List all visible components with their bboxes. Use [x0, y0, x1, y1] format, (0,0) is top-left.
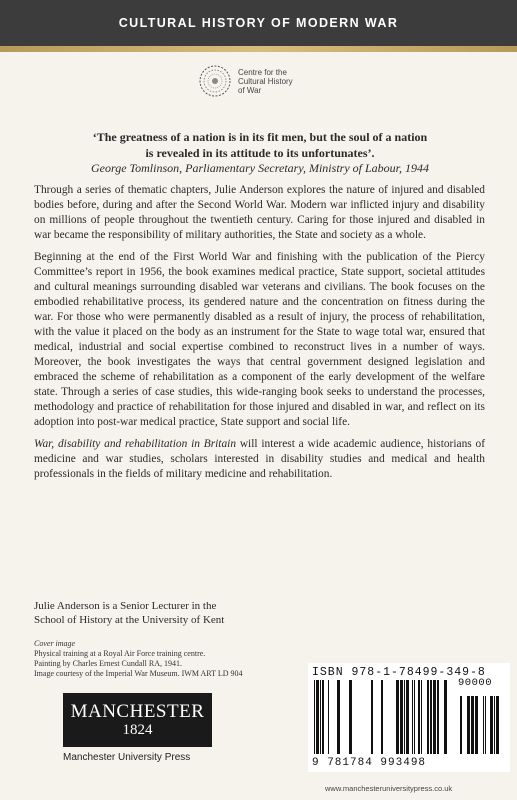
- author-bio: [34, 599, 334, 627]
- barcode-bar: [467, 696, 470, 754]
- publisher-url: www.manchesteruniversitypress.co.uk: [325, 784, 453, 793]
- publisher-logo: [63, 693, 212, 747]
- blurb-paragraph-text: will interest a wide academic audience, historians of medicine and war studies, scholars interested in disability studies and medical and health professionals in the fields of military medicine and rehabilitation.: [34, 438, 485, 480]
- epigraph-attribution: George Tomlinson, Parliamentary Secretary, Ministry of Labour, 1944: [91, 161, 429, 175]
- series-banner: [0, 0, 517, 46]
- centre-name: [238, 68, 293, 95]
- epigraph-quote-line: is revealed in its attitude to its unfortunates’.: [145, 145, 375, 160]
- ean-digits: 9 781784 993498: [312, 757, 427, 769]
- publisher-logo-year: 1824: [122, 721, 153, 738]
- barcode-bar: [485, 696, 486, 754]
- barcode-bar: [483, 696, 484, 754]
- cover-credit-line: Painting by Charles Ernest Cundall RA, 1941.: [34, 659, 182, 668]
- epigraph: [30, 130, 490, 177]
- centre-emblem-icon: [198, 64, 232, 98]
- gold-strip: [0, 46, 517, 52]
- barcode-block: [308, 663, 510, 772]
- cover-credits: [34, 639, 334, 679]
- barcode-bar: [494, 696, 495, 754]
- barcode-bar: [496, 696, 499, 754]
- epigraph-quote-line: ‘The greatness of a nation is in its fit men, but the soul of a nation: [92, 130, 428, 144]
- isbn-label: ISBN 978-1-78499-349-8: [312, 666, 486, 679]
- price-code: 90000: [458, 677, 493, 689]
- centre-name-line: Cultural History: [238, 76, 293, 86]
- author-bio-line: Julie Anderson is a Senior Lecturer in the: [34, 600, 217, 612]
- blurb-paragraph: [34, 437, 485, 482]
- book-title: War, disability and rehabilitation in Britain: [34, 438, 237, 450]
- blurb-paragraph: Through a series of thematic chapters, Julie Anderson explores the nature of injured and disabled bodies before, during and after the Second World War. Modern war inflicted injury and disability on millions of people throughout the twentieth century. Caring for those injured and disabled in war became the responsibility of military authorities, the State and society as a whole.: [34, 184, 485, 241]
- cover-credit-line: Physical training at a Royal Air Force training centre.: [34, 649, 206, 658]
- centre-name-line: Centre for the: [238, 67, 287, 77]
- barcode-bar: [490, 696, 493, 754]
- author-bio-line: School of History at the University of Kent: [34, 614, 225, 626]
- series-title: CULTURAL HISTORY OF MODERN WAR: [118, 16, 399, 30]
- price-addon-barcode: [308, 680, 510, 756]
- centre-name-line: of War: [238, 85, 262, 95]
- barcode-bar: [460, 696, 462, 754]
- barcode-bar: [471, 696, 474, 754]
- blurb: [34, 183, 485, 489]
- cover-credit-heading: Cover image: [34, 639, 76, 648]
- cover-credit-line: Image courtesy of the Imperial War Museum. IWM ART LD 904: [34, 669, 243, 678]
- publisher-logo-city: MANCHESTER: [70, 700, 205, 722]
- centre-logo: [198, 64, 293, 98]
- blurb-paragraph: Beginning at the end of the First World War and finishing with the publication of the Piercy Committee’s report in 1956, the book examines medical practice, State support, societal attitudes and cultural meanings surrounding disabled war veterans and civilians. The book focuses on the embodied rehabilitative process, its gendered nature and the concentration on fitness during the war. For those who were permanently disabled as a result of injury, the process of rehabilitation, with the value it placed on the body as an instrument for the State to wage total war, ensured that medical, industrial and social expertise combined to reconstruct lives in a number of ways. Moreover, the book investigates the ways that central government designed legislation and embraced the scheme of rehabilitation as a component of the early development of the welfare state. Through a series of case studies, this wide-ranging book seeks to understand the processes, methodology and practice of rehabilitation for those injured and disabled in war, and reflect on its adoption into post-war medical practice, State support and social life.: [34, 251, 485, 428]
- barcode-bar: [475, 696, 478, 754]
- publisher-name: Manchester University Press: [63, 752, 191, 763]
